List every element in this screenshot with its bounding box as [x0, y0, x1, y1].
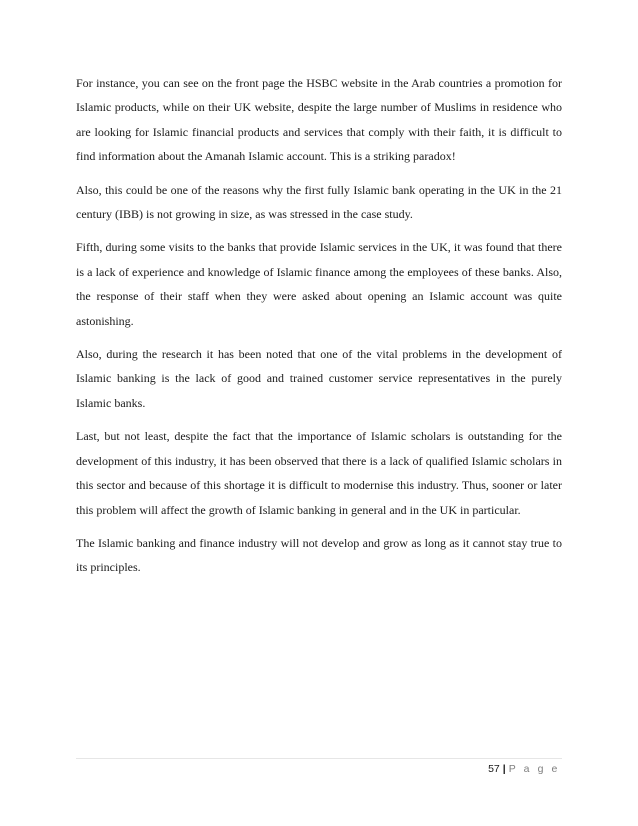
paragraph-3: Fifth, during some visits to the banks that provide Islamic services in the UK, it was found that there is a lack of experience and knowledge of Islamic finance among the employees of these banks. Also, the response of their staff when they were asked about opening an Islamic account was quite astonishing.: [76, 240, 562, 328]
page-label: P a g e: [508, 763, 560, 775]
paragraph-2: Also, this could be one of the reasons why the first fully Islamic bank operating in the UK in the 21 century (IBB) is not growing in size, as was stressed in the case study.: [76, 182, 562, 222]
body-text: [76, 71, 562, 589]
page-footer: [488, 763, 560, 775]
footer-divider: [76, 758, 562, 759]
page-number: 57: [488, 763, 500, 775]
paragraph-4: Also, during the research it has been noted that one of the vital problems in the development of Islamic banking is the lack of good and trained customer service representatives in the purely Islamic banks.: [76, 347, 562, 410]
paragraph-6: The Islamic banking and finance industry will not develop and grow as long as it cannot stay true to its principles.: [76, 535, 562, 575]
paragraph-1: For instance, you can see on the front page the HSBC website in the Arab countries a promotion for Islamic products, while on their UK website, despite the large number of Muslims in residence who are looking for Islamic financial products and services that comply with their faith, it is difficult to find information about the Amanah Islamic account. This is a striking paradox!: [76, 76, 562, 164]
footer-separator: |: [502, 763, 506, 775]
paragraph-5: Last, but not least, despite the fact that the importance of Islamic scholars is outstanding for the development of this industry, it has been observed that there is a lack of qualified Islamic scholars in this sector and because of this shortage it is difficult to modernise this industry. Thus, sooner or later this problem will affect the growth of Islamic banking in general and in the UK in particular.: [76, 429, 562, 517]
